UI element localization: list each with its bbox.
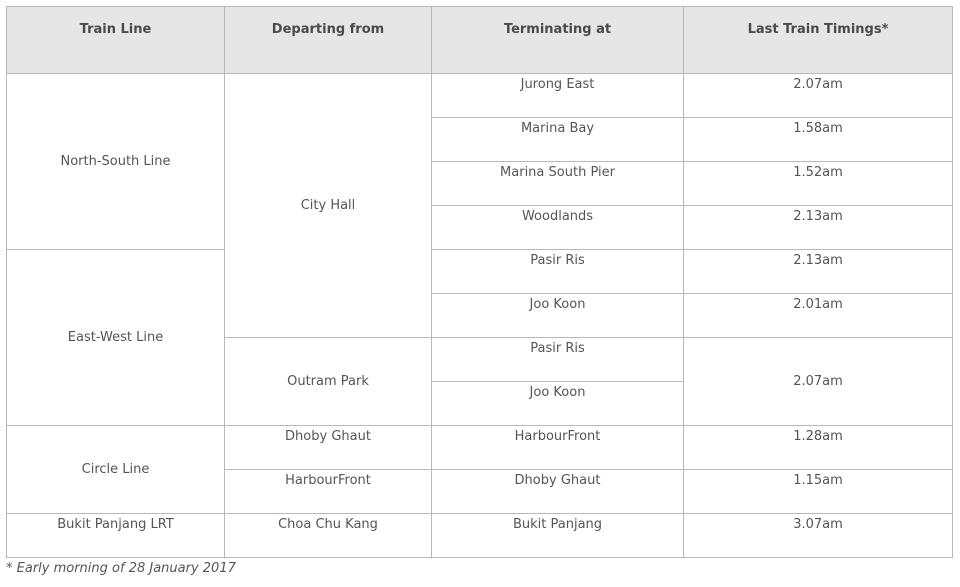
timing-cell: 2.13am	[684, 206, 953, 250]
terminating-cell: Marina South Pier	[432, 162, 684, 206]
table-row	[7, 514, 953, 558]
table-body	[7, 74, 953, 558]
last-train-timings-table	[6, 6, 953, 558]
table-row	[7, 74, 953, 118]
departing-dhoby-ghaut: Dhoby Ghaut	[225, 426, 432, 470]
terminating-cell: Bukit Panjang	[432, 514, 684, 558]
timing-cell: 2.01am	[684, 294, 953, 338]
header-row	[7, 7, 953, 74]
train-line-east-west: East-West Line	[7, 250, 225, 426]
terminating-cell: Marina Bay	[432, 118, 684, 162]
timing-cell: 1.52am	[684, 162, 953, 206]
header-departing-from: Departing from	[225, 7, 432, 74]
terminating-cell: HarbourFront	[432, 426, 684, 470]
train-line-bukit-panjang: Bukit Panjang LRT	[7, 514, 225, 558]
departing-harbourfront: HarbourFront	[225, 470, 432, 514]
departing-city-hall: City Hall	[225, 74, 432, 338]
table-row	[7, 250, 953, 294]
timing-cell: 1.15am	[684, 470, 953, 514]
header-train-line: Train Line	[7, 7, 225, 74]
terminating-cell: Jurong East	[432, 74, 684, 118]
terminating-cell: Dhoby Ghaut	[432, 470, 684, 514]
train-line-circle: Circle Line	[7, 426, 225, 514]
train-line-north-south: North-South Line	[7, 74, 225, 250]
header-terminating-at: Terminating at	[432, 7, 684, 74]
footnote: * Early morning of 28 January 2017	[6, 561, 236, 576]
departing-choa-chu-kang: Choa Chu Kang	[225, 514, 432, 558]
terminating-cell: Woodlands	[432, 206, 684, 250]
timing-cell: 3.07am	[684, 514, 953, 558]
timing-cell: 1.58am	[684, 118, 953, 162]
timing-cell: 2.07am	[684, 74, 953, 118]
terminating-cell: Pasir Ris	[432, 338, 684, 382]
departing-outram-park: Outram Park	[225, 338, 432, 426]
table-row	[7, 426, 953, 470]
timing-cell: 1.28am	[684, 426, 953, 470]
timing-cell: 2.07am	[684, 338, 953, 426]
table-header	[7, 7, 953, 74]
terminating-cell: Joo Koon	[432, 382, 684, 426]
terminating-cell: Pasir Ris	[432, 250, 684, 294]
header-last-train-timings: Last Train Timings*	[684, 7, 953, 74]
timing-cell: 2.13am	[684, 250, 953, 294]
terminating-cell: Joo Koon	[432, 294, 684, 338]
